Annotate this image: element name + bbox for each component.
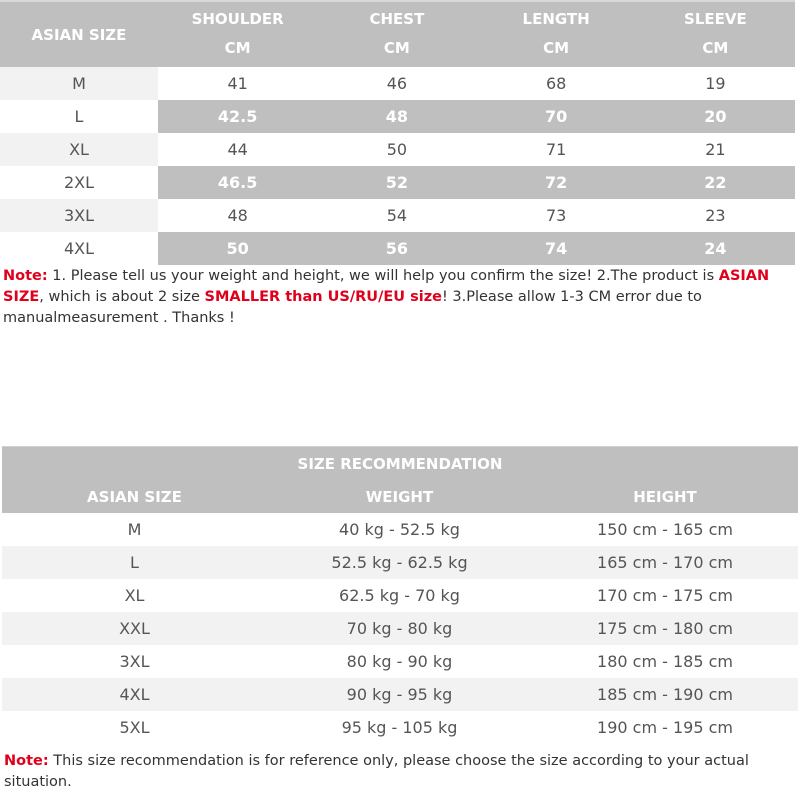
size-cell: XL	[124, 586, 145, 605]
table-row	[0, 232, 795, 265]
shoulder-cell: 44	[158, 133, 317, 166]
size-recommendation-table	[2, 446, 798, 744]
table-row	[0, 100, 795, 133]
note-text: 1. Please tell us your weight and height, we will help you confirm the size! 2.The product is	[47, 268, 719, 284]
note-label: Note:	[3, 268, 48, 284]
header-asian-size: ASIAN SIZE	[87, 487, 182, 506]
length-cell: 72	[477, 166, 636, 199]
table-row	[0, 133, 795, 166]
recommendation-header	[2, 446, 798, 513]
header-shoulder	[158, 2, 317, 67]
chest-cell: 56	[317, 232, 476, 265]
header-unit: CM	[702, 39, 729, 58]
size-chart-table	[0, 0, 795, 265]
note-text: ! 3.Please allow 1-3 CM error due to manualmeasurement . Thanks !	[3, 289, 702, 324]
chest-cell: 52	[317, 166, 476, 199]
size-cell: M	[0, 67, 158, 100]
length-cell: 73	[477, 199, 636, 232]
weight-cell: 62.5 kg - 70 kg	[339, 586, 460, 605]
header-label: LENGTH	[522, 9, 590, 28]
length-cell: 68	[477, 67, 636, 100]
header-label: CHEST	[369, 9, 425, 28]
note-label: Note:	[4, 753, 49, 769]
recommendation-title: SIZE RECOMMENDATION	[297, 455, 503, 473]
size-chart-header	[0, 0, 795, 67]
header-label: SLEEVE	[684, 9, 747, 28]
table-row	[2, 546, 798, 579]
table-row	[0, 166, 795, 199]
height-cell: 190 cm - 195 cm	[597, 718, 733, 737]
table-row	[2, 612, 798, 645]
height-cell: 185 cm - 190 cm	[597, 685, 733, 704]
sleeve-cell: 20	[636, 100, 795, 133]
chest-cell: 50	[317, 133, 476, 166]
length-cell: 70	[477, 100, 636, 133]
size-cell: 3XL	[0, 199, 158, 232]
size-cell: L	[130, 553, 139, 572]
weight-cell: 80 kg - 90 kg	[346, 652, 453, 671]
sleeve-cell: 24	[636, 232, 795, 265]
chest-cell: 46	[317, 67, 476, 100]
note-text: , which is about 2 size	[39, 289, 205, 305]
note-highlight-asian-size: ASIAN SIZE	[3, 268, 770, 305]
size-cell: 4XL	[0, 232, 158, 265]
size-cell: 3XL	[119, 652, 150, 671]
weight-cell: 52.5 kg - 62.5 kg	[331, 553, 468, 572]
header-height: HEIGHT	[633, 487, 697, 506]
header-chest	[317, 2, 476, 67]
shoulder-cell: 41	[158, 67, 317, 100]
weight-cell: 90 kg - 95 kg	[346, 685, 453, 704]
note-highlight-smaller: SMALLER than US/RU/EU size	[204, 289, 442, 305]
header-unit: CM	[224, 39, 251, 58]
note-text: This size recommendation is for reference only, please choose the size according to your actual situation.	[4, 753, 749, 790]
sleeve-cell: 22	[636, 166, 795, 199]
height-cell: 165 cm - 170 cm	[597, 553, 733, 572]
header-unit: CM	[383, 39, 410, 58]
length-cell: 74	[477, 232, 636, 265]
shoulder-cell: 46.5	[158, 166, 317, 199]
size-cell: L	[0, 100, 158, 133]
sleeve-cell: 19	[636, 67, 795, 100]
table-row	[2, 579, 798, 612]
size-cell: 4XL	[119, 685, 150, 704]
header-length	[477, 2, 636, 67]
table-row	[2, 711, 798, 744]
size-cell: XL	[0, 133, 158, 166]
table-row	[2, 678, 798, 711]
weight-cell: 95 kg - 105 kg	[341, 718, 458, 737]
height-cell: 180 cm - 185 cm	[597, 652, 733, 671]
shoulder-cell: 48	[158, 199, 317, 232]
shoulder-cell: 42.5	[158, 100, 317, 133]
header-weight: WEIGHT	[365, 487, 434, 506]
size-cell: 5XL	[119, 718, 150, 737]
header-unit: CM	[543, 39, 570, 58]
size-cell: XXL	[119, 619, 150, 638]
height-cell: 170 cm - 175 cm	[597, 586, 733, 605]
weight-cell: 40 kg - 52.5 kg	[339, 520, 460, 539]
size-note	[3, 266, 798, 324]
recommendation-note	[4, 751, 794, 793]
size-cell: M	[127, 520, 142, 539]
recommendation-column-headers	[2, 479, 798, 514]
sleeve-cell: 23	[636, 199, 795, 232]
chest-cell: 54	[317, 199, 476, 232]
header-label: SHOULDER	[191, 9, 284, 28]
header-asian-size: ASIAN SIZE	[31, 25, 127, 44]
size-cell: 2XL	[0, 166, 158, 199]
weight-cell: 70 kg - 80 kg	[346, 619, 453, 638]
height-cell: 150 cm - 165 cm	[597, 520, 733, 539]
sleeve-cell: 21	[636, 133, 795, 166]
header-sleeve	[636, 2, 795, 67]
chest-cell: 48	[317, 100, 476, 133]
table-row	[2, 513, 798, 546]
length-cell: 71	[477, 133, 636, 166]
height-cell: 175 cm - 180 cm	[597, 619, 733, 638]
table-row	[0, 67, 795, 100]
table-row	[0, 199, 795, 232]
table-row	[2, 645, 798, 678]
shoulder-cell: 50	[158, 232, 317, 265]
